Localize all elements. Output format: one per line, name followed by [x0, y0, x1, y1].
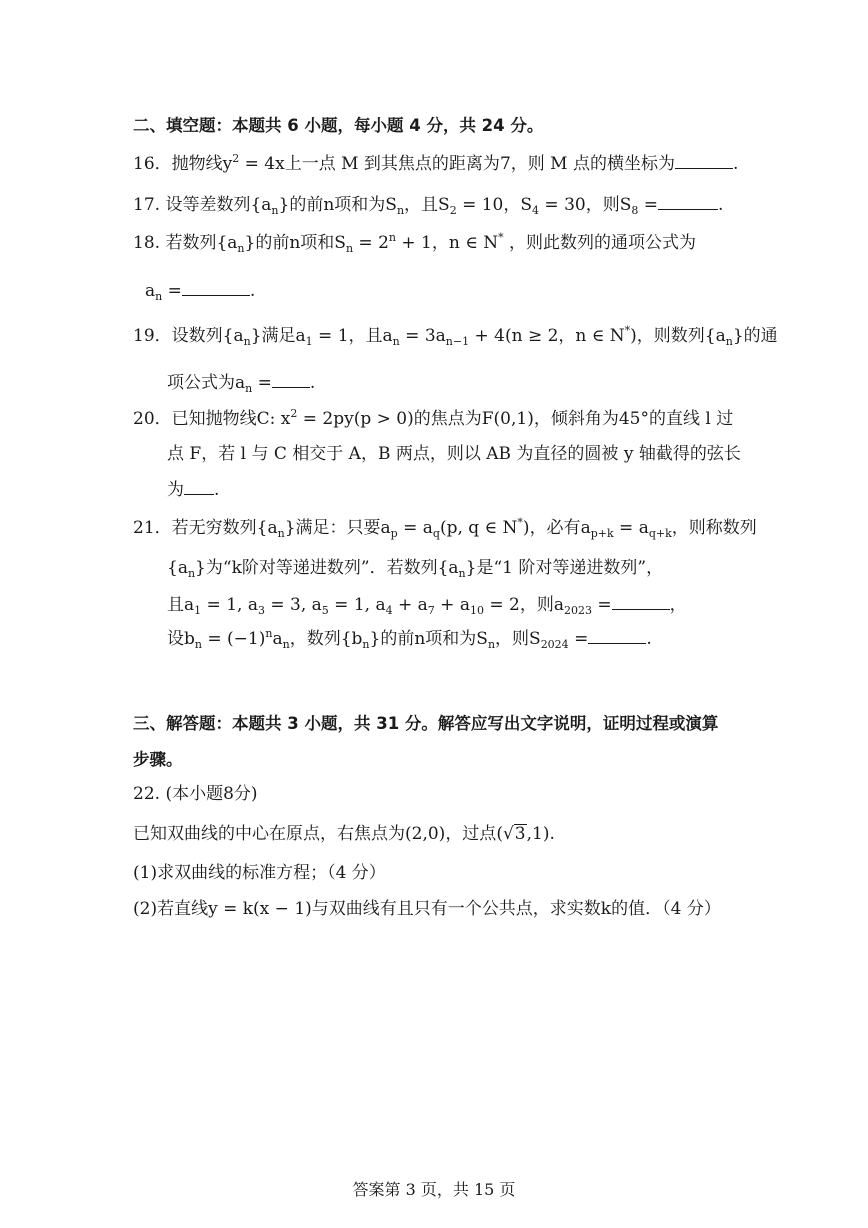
question-number: 19． — [133, 326, 172, 346]
question-20-line-3: 为 . — [167, 477, 219, 502]
section-3-header-line-2: 步骤。 — [133, 750, 183, 769]
question-18: 18. 若数列$\{a_n\}$的前n项和$S_n = 2^n + 1$，n ∈ N* ，则此数列的通项公式为 — [133, 231, 696, 255]
question-22-title: 22. (本小题8分) — [133, 784, 258, 804]
question-19: 19．设数列$\{a_n\}$满足$a_1 = 1$，且$a_n = 3a_{n-1} + 4(n \ge 2$，n ∈ N*)，则数列$\{a_n\}$的通 — [133, 324, 778, 348]
answer-blank[interactable] — [612, 592, 670, 610]
section-2-header: 二、填空题：本题共 6 小题，每小题 4 分，共 24 分。 — [133, 116, 544, 135]
question-number: 17. — [133, 195, 166, 215]
answer-blank[interactable] — [675, 151, 733, 169]
answer-blank[interactable] — [184, 477, 214, 495]
answer-blank[interactable] — [588, 626, 646, 644]
question-22-part-2: (2)若直线y = k(x − 1)与双曲线有且只有一个公共点，求实数k的值．（4 分） — [133, 899, 721, 919]
question-21-line-3: 且$a_1 = 1$, $a_3 = 3$, $a_5 = 1$, $a_4 + a_7 + a_{10} = 2$，则$a_{2023}$ = ， — [167, 592, 687, 617]
question-17: 17. 设等差数列$\{a_n\}$的前n项和为$S_n$，且$S_2 = 10$，$S_4 = 30$，则$S_8$ = . — [133, 192, 723, 217]
section-3-header: 三、解答题：本题共 3 小题，共 31 分。解答应写出文字说明，证明过程或演算 — [133, 714, 719, 733]
answer-blank[interactable] — [272, 370, 310, 388]
question-18-line-2: $a_n$ = . — [145, 278, 255, 303]
question-20-line-2: 点 F，若 l 与 C 相交于 A，B 两点，则以 AB 为直径的圆被 y 轴截得的弦长 — [167, 444, 741, 464]
question-22-stem: 已知双曲线的中心在原点，右焦点为(2,0)，过点(√3,1). — [133, 824, 555, 844]
answer-blank[interactable] — [658, 192, 718, 210]
question-21: 21．若无穷数列$\{a_n\}$满足：只要$a_p = a_q(p$, q ∈ N*)，必有$a_{p+k} = a_{q+k}$，则称数列 — [133, 516, 757, 540]
question-number: 21． — [133, 518, 172, 538]
question-number: 18. — [133, 233, 166, 253]
question-20: 20．已知抛物线C: $x^2 = 2py(p > 0)$的焦点为F(0,1)，倾斜角为45°的直线 l 过 — [133, 407, 734, 429]
question-16: 16．抛物线$y^2 = 4x$上一点 M 到其焦点的距离为7，则 M 点的横坐标为 . — [133, 152, 739, 174]
question-21-line-4: 设$b_n = (-1)^na_n$，数列$\{b_n\}$的前n项和为$S_n$，则$S_{2024}$ = . — [167, 627, 652, 651]
question-22-part-1: (1)求双曲线的标准方程；（4 分） — [133, 863, 386, 883]
question-19-line-2: 项公式为$a_n$ = . — [167, 370, 315, 395]
question-number: 16． — [133, 154, 172, 174]
question-21-line-2: $\{a_n\}$为“k阶对等递进数列”．若数列$\{a_n\}$是“1 阶对等递进数列”， — [167, 558, 664, 580]
answer-blank[interactable] — [182, 278, 250, 296]
sqrt-symbol: √ — [502, 824, 514, 844]
page-footer: 答案第 3 页，共 15 页 — [352, 1180, 516, 1199]
question-number: 20． — [133, 409, 172, 429]
